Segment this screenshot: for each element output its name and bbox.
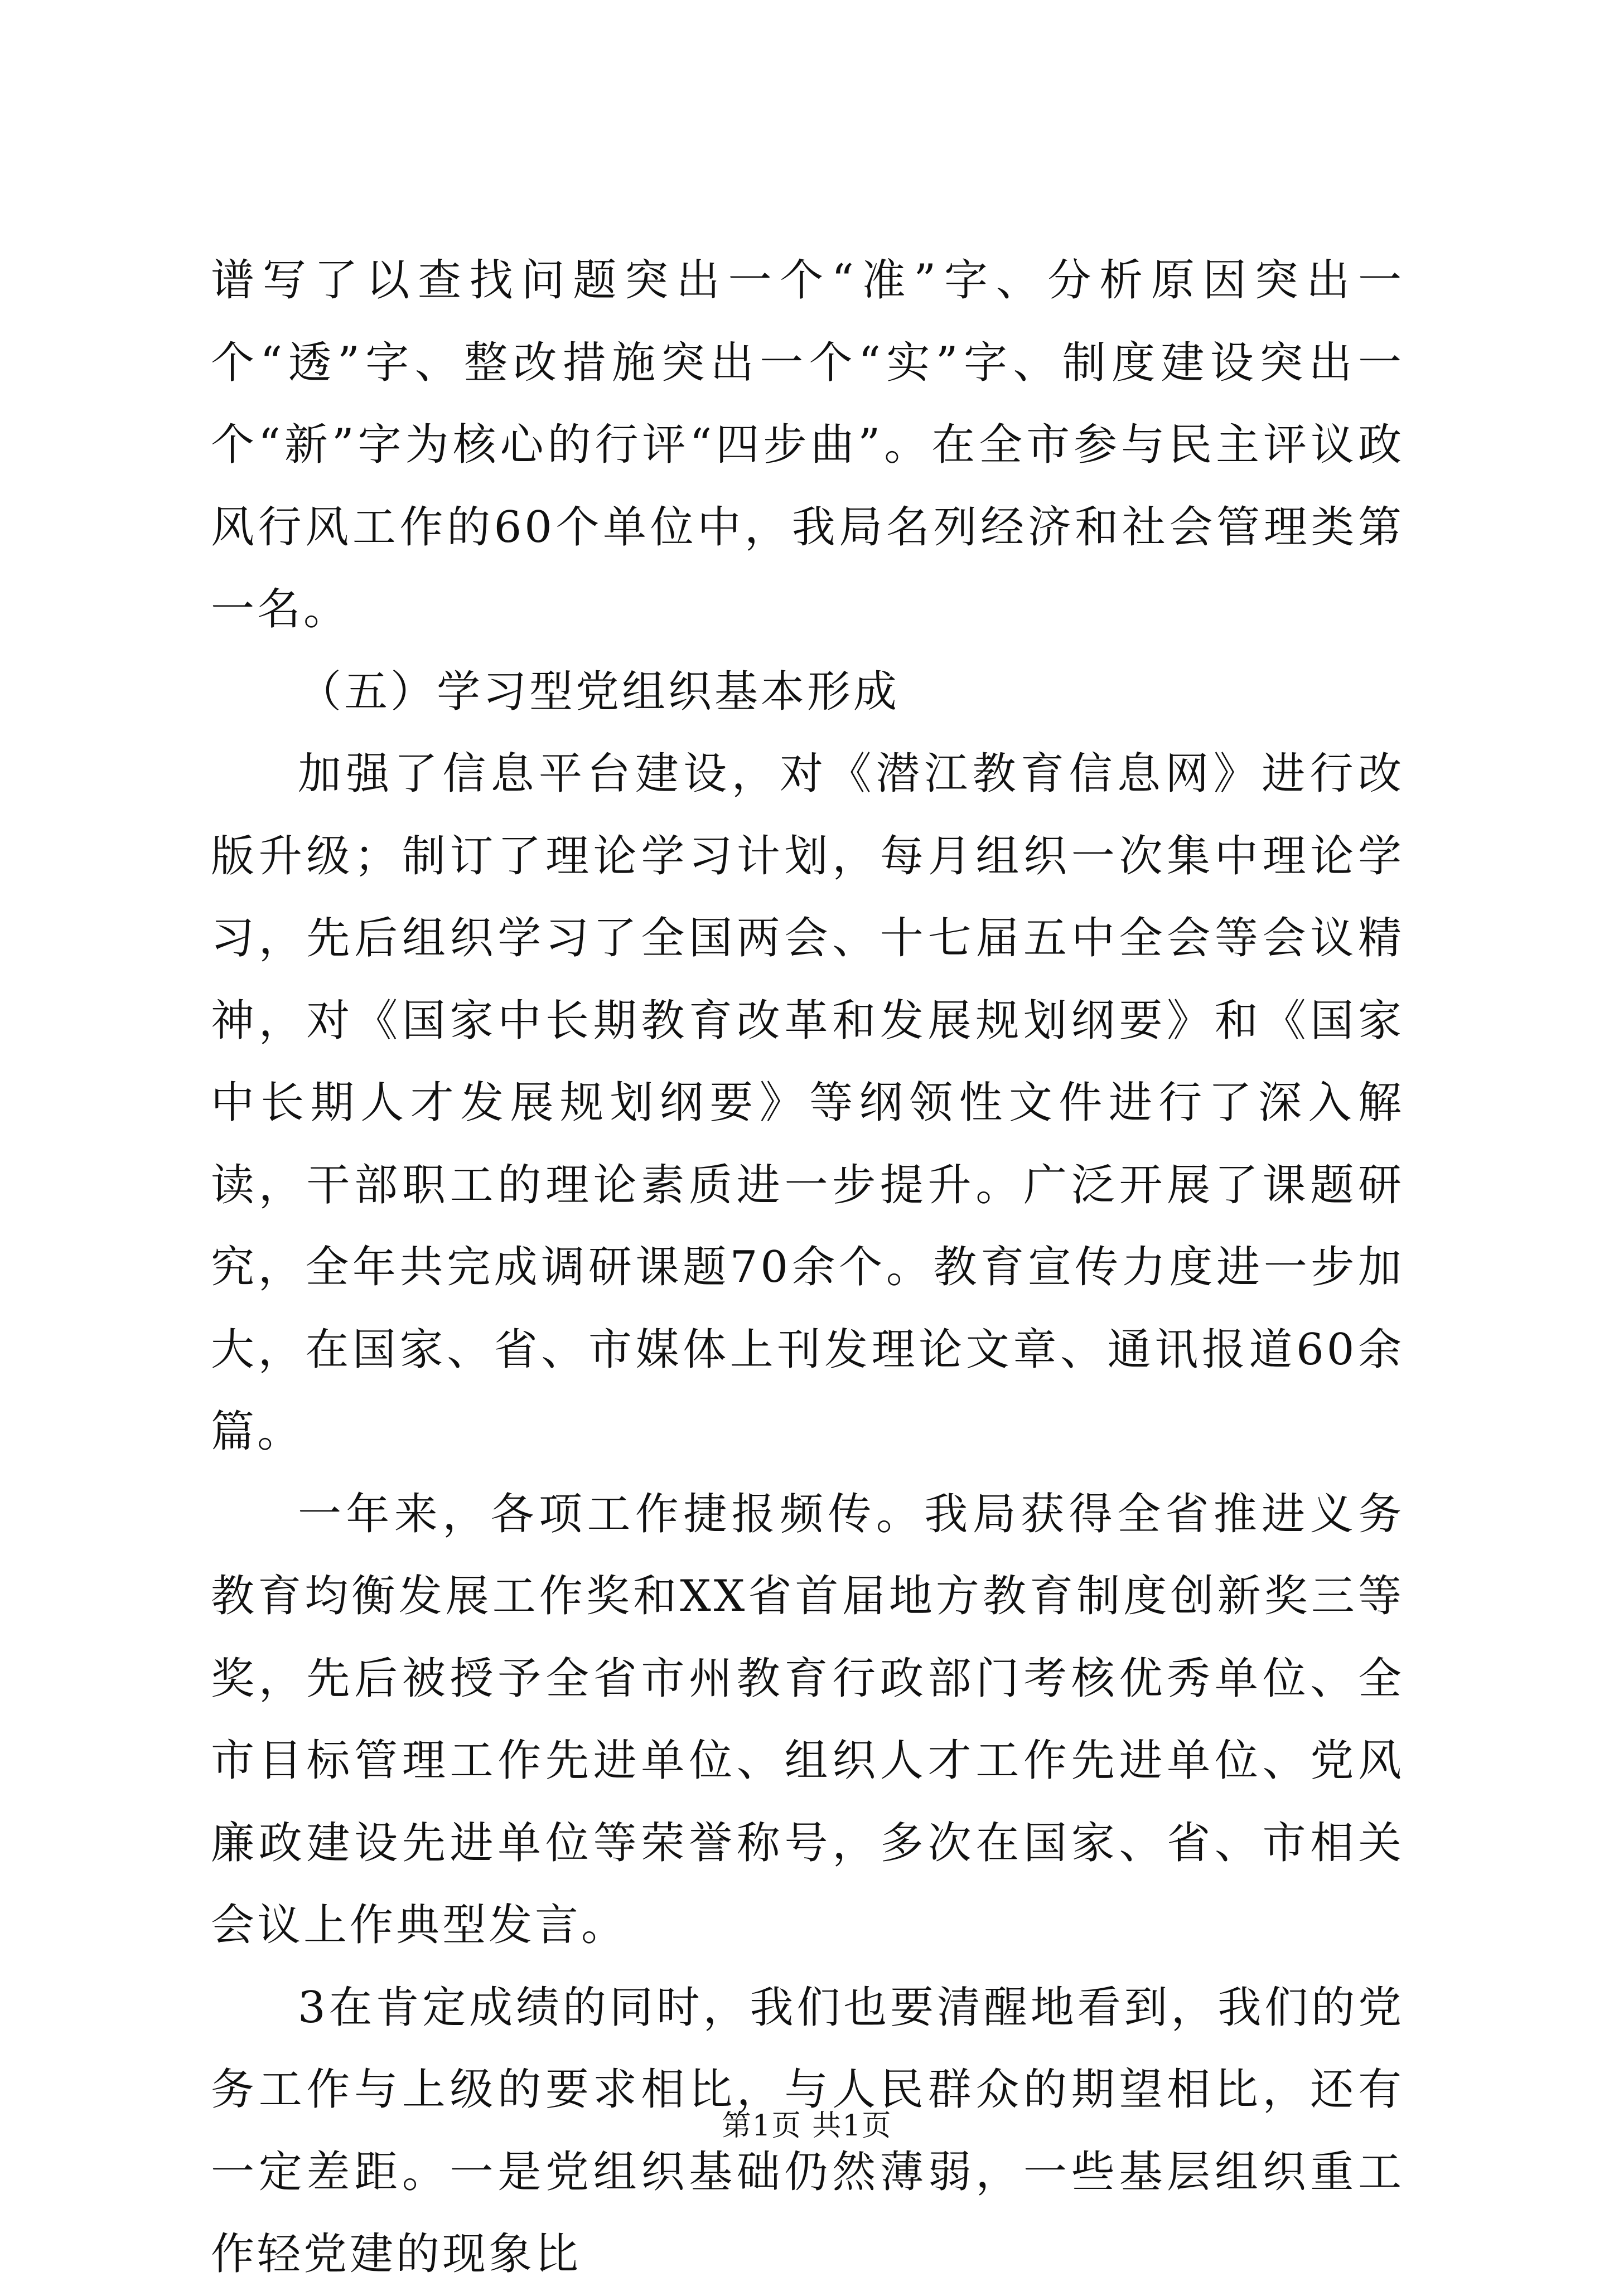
paragraph-1: 谱写了以查找问题突出一个“准”字、分析原因突出一个“透”字、整改措施突出一个“实”字、制度建设突出一个“新”字为核心的行评“四步曲”。在全市参与民主评议政风行风工作的60个单位中，我局名列经济和社会管理类第一名。 [211, 255, 1404, 634]
paragraph-3: 加强了信息平台建设，对《潜江教育信息网》进行改版升级；制订了理论学习计划，每月组织一次集中理论学习，先后组织学习了全国两会、十七届五中全会等会议精神，对《国家中长期教育改革和发展规划纲要》和《国家中长期人才发展规划纲要》等纲领性文件进行了深入解读，干部职工的理论素质进一步提升。广泛开展了课题研究，全年共完成调研课题70余个。教育宣传力度进一步加大，在国家、省、市媒体上刊发理论文章、通讯报道60余篇。 [211, 749, 1404, 1457]
section-heading: （五）学习型党组织基本形成 [298, 666, 900, 717]
document-body [211, 240, 1404, 2296]
paragraph-5: 3在肯定成绩的同时，我们也要清醒地看到，我们的党务工作与上级的要求相比，与人民群众的期望相比，还有一定差距。一是党组织基础仍然薄弱，一些基层组织重工作轻党建的现象比 [211, 1982, 1404, 2279]
paragraph-4: 一年来，各项工作捷报频传。我局获得全省推进义务教育均衡发展工作奖和XX省首届地方教育制度创新奖三等奖，先后被授予全省市州教育行政部门考核优秀单位、全市目标管理工作先进单位、组织人才工作先进单位、党风廉政建设先进单位等荣誉称号，多次在国家、省、市相关会议上作典型发言。 [211, 1489, 1404, 1950]
page-number-footer: 第1页 共1页 [722, 2109, 892, 2143]
